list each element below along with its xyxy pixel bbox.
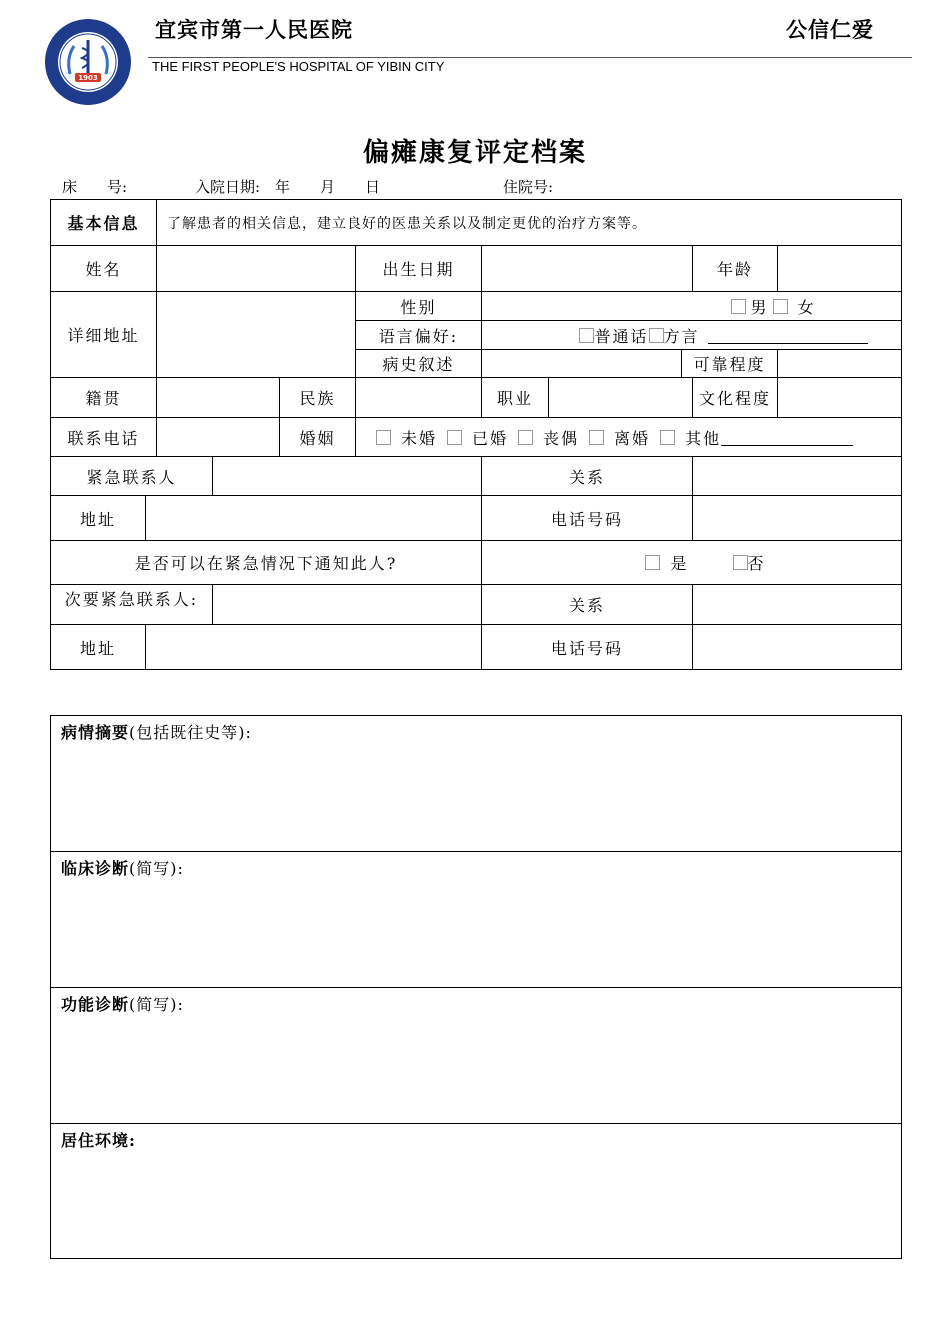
bed-number-label: 床 号: xyxy=(62,178,128,196)
hospital-name-en: THE FIRST PEOPLE'S HOSPITAL OF YIBIN CITY xyxy=(152,59,445,74)
native-place-field[interactable] xyxy=(157,378,280,418)
clinical-diagnosis-section[interactable] xyxy=(51,852,901,988)
secondary-phone-label: 电话号码 xyxy=(482,625,693,669)
female-checkbox[interactable] xyxy=(773,299,788,314)
basic-info-form xyxy=(50,199,902,670)
age-label: 年龄 xyxy=(693,246,778,292)
notify-yes-checkbox[interactable] xyxy=(645,555,660,570)
marriage-label: 婚姻 xyxy=(280,418,356,457)
hospital-motto: 公信仁爱 xyxy=(786,17,874,42)
address-field[interactable] xyxy=(157,292,356,378)
occupation-label: 职业 xyxy=(482,378,549,418)
married-checkbox[interactable] xyxy=(447,430,462,445)
clinical-diagnosis-note: (简写): xyxy=(129,859,184,878)
divorced-label: 离婚 xyxy=(614,428,651,448)
mandarin-checkbox[interactable] xyxy=(579,328,594,343)
emergency-address-label: 地址 xyxy=(51,496,146,541)
secondary-contact-field[interactable] xyxy=(213,585,482,625)
birth-date-label: 出生日期 xyxy=(356,246,482,292)
emergency-contact-label: 紧急联系人 xyxy=(51,457,213,496)
notify-no-checkbox[interactable] xyxy=(733,555,748,570)
secondary-relation-field[interactable] xyxy=(693,585,901,625)
other-label: 其他 xyxy=(685,428,722,448)
clinical-sections-form xyxy=(50,715,902,1259)
notify-question: 是否可以在紧急情况下通知此人? xyxy=(51,541,482,585)
male-label: 男 xyxy=(750,297,769,317)
gender-options xyxy=(482,292,901,321)
male-checkbox[interactable] xyxy=(731,299,746,314)
other-checkbox[interactable] xyxy=(660,430,675,445)
history-label: 病史叙述 xyxy=(356,350,482,378)
phone-number-field[interactable] xyxy=(693,496,901,541)
secondary-relation-label: 关系 xyxy=(482,585,693,625)
female-label: 女 xyxy=(797,297,816,317)
history-field[interactable] xyxy=(482,350,682,378)
admission-date-label: 入院日期: 年 月 日 xyxy=(195,178,381,196)
notify-yes-label: 是 xyxy=(670,554,689,573)
living-environment-heading: 居住环境: xyxy=(61,1131,136,1150)
dialect-label: 方言 xyxy=(663,326,700,346)
document-title: 偏瘫康复评定档案 xyxy=(362,138,587,168)
birth-date-field[interactable] xyxy=(482,246,693,292)
dialect-blank[interactable] xyxy=(708,327,868,344)
other-blank[interactable] xyxy=(721,429,853,446)
address-label: 详细地址 xyxy=(51,292,157,378)
age-field[interactable] xyxy=(778,246,901,292)
condition-summary-section[interactable] xyxy=(51,716,901,852)
divorced-checkbox[interactable] xyxy=(589,430,604,445)
reliability-label: 可靠程度 xyxy=(682,350,778,378)
inpatient-number-label: 住院号: xyxy=(503,178,554,196)
relation-field[interactable] xyxy=(693,457,901,496)
native-place-label: 籍贯 xyxy=(51,378,157,418)
education-label: 文化程度 xyxy=(693,378,778,418)
ethnicity-field[interactable] xyxy=(356,378,482,418)
language-options xyxy=(482,321,901,350)
language-label: 语言偏好: xyxy=(356,321,482,350)
secondary-phone-field[interactable] xyxy=(693,625,901,669)
dialect-checkbox[interactable] xyxy=(649,328,664,343)
secondary-contact-label: 次要紧急联系人: xyxy=(51,585,213,625)
married-label: 已婚 xyxy=(472,428,509,448)
living-environment-section[interactable] xyxy=(51,1124,901,1258)
unmarried-label: 未婚 xyxy=(401,428,438,448)
ethnicity-label: 民族 xyxy=(280,378,356,418)
widowed-label: 丧偶 xyxy=(543,428,580,448)
functional-diagnosis-note: (简写): xyxy=(129,995,184,1014)
unmarried-checkbox[interactable] xyxy=(376,430,391,445)
condition-summary-note: (包括既往史等): xyxy=(129,723,252,742)
notify-options xyxy=(482,541,901,585)
reliability-field[interactable] xyxy=(778,350,901,378)
header-divider xyxy=(148,57,912,58)
relation-label: 关系 xyxy=(482,457,693,496)
basic-info-description: 了解患者的相关信息，建立良好的医患关系以及制定更优的治疗方案等。 xyxy=(157,200,901,246)
occupation-field[interactable] xyxy=(549,378,693,418)
name-label: 姓名 xyxy=(51,246,157,292)
gender-label: 性别 xyxy=(356,292,482,321)
emergency-address-field[interactable] xyxy=(146,496,482,541)
contact-phone-field[interactable] xyxy=(157,418,280,457)
logo-year: 1903 xyxy=(78,74,98,82)
basic-info-label: 基本信息 xyxy=(51,200,157,246)
functional-diagnosis-section[interactable] xyxy=(51,988,901,1124)
emergency-contact-field[interactable] xyxy=(213,457,482,496)
widowed-checkbox[interactable] xyxy=(518,430,533,445)
clinical-diagnosis-heading: 临床诊断 xyxy=(61,859,130,878)
secondary-address-field[interactable] xyxy=(146,625,482,669)
functional-diagnosis-heading: 功能诊断 xyxy=(61,995,130,1014)
notify-no-label: 否 xyxy=(747,554,766,573)
phone-number-label: 电话号码 xyxy=(482,496,693,541)
secondary-address-label: 地址 xyxy=(51,625,146,669)
name-field[interactable] xyxy=(157,246,356,292)
hospital-name-cn: 宜宾市第一人民医院 xyxy=(155,17,353,42)
marriage-options xyxy=(356,418,901,457)
hospital-logo xyxy=(44,18,132,106)
contact-phone-label: 联系电话 xyxy=(51,418,157,457)
condition-summary-heading: 病情摘要 xyxy=(61,723,130,742)
education-field[interactable] xyxy=(778,378,901,418)
mandarin-label: 普通话 xyxy=(594,326,649,346)
